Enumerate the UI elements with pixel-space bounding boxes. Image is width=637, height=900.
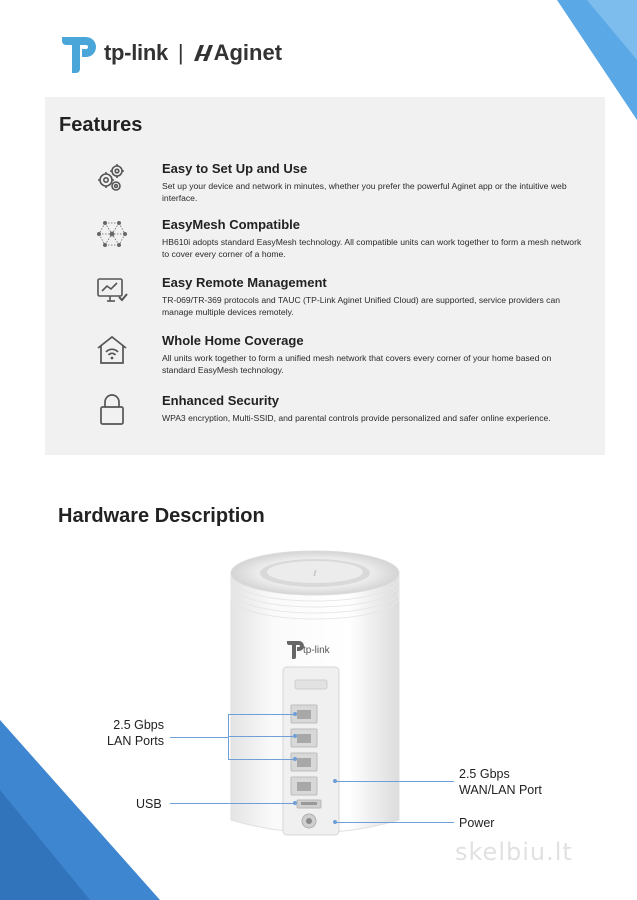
- callout-dot: [293, 734, 297, 738]
- lan-port1-line: [228, 714, 294, 715]
- lock-icon: [95, 393, 129, 427]
- feature-title: Easy to Set Up and Use: [162, 161, 308, 176]
- device-logo-text: tp-link: [303, 645, 330, 656]
- feature-description: Set up your device and network in minutes, whether you prefer the powerful Aginet app or the intuitive web interface.: [162, 181, 567, 203]
- callout-dot: [333, 779, 337, 783]
- tp-link-logo-text: tp-link: [104, 40, 168, 65]
- lan-ports-label: LAN Ports: [107, 734, 164, 748]
- features-panel: [45, 97, 605, 455]
- lan-speed-label: 2.5 Gbps: [113, 718, 164, 732]
- feature-title: Enhanced Security: [162, 393, 280, 408]
- feature-description: All units work together to form a unified mesh network that covers every corner of your home based on standard EasyMesh technology.: [162, 353, 552, 375]
- remote-management-icon: [95, 275, 129, 309]
- feature-title: Easy Remote Management: [162, 275, 327, 290]
- power-callout-line: [336, 822, 454, 823]
- tp-link-logo-icon: [58, 33, 98, 73]
- lan-port2-line: [228, 736, 294, 737]
- brand-logo: [58, 32, 282, 74]
- gears-icon: [95, 161, 129, 195]
- feature-title: EasyMesh Compatible: [162, 217, 300, 232]
- aginet-mark-icon: [194, 45, 214, 61]
- usb-callout-line: [170, 803, 294, 804]
- hardware-description-title: Hardware Description: [58, 505, 265, 527]
- lan-bracket-line: [228, 714, 229, 760]
- callout-dot: [293, 801, 297, 805]
- wan-callout-line: [336, 781, 454, 782]
- logo-separator: |: [177, 40, 184, 65]
- feature-title: Whole Home Coverage: [162, 333, 304, 348]
- callout-dot: [293, 712, 297, 716]
- lan-ports-callout: [106, 717, 164, 749]
- feature-description: HB610i adopts standard EasyMesh technology. All compatible units can work together to form a mesh network to cover every corner of a home.: [162, 237, 582, 259]
- svg-text:ℓ: ℓ: [313, 569, 317, 578]
- wan-speed-label: 2.5 Gbps: [459, 767, 510, 781]
- router-device-image: [225, 545, 405, 845]
- feature-description: WPA3 encryption, Multi-SSID, and parental controls provide personalized and safer online experience.: [162, 413, 551, 423]
- aginet-logo: [194, 40, 282, 66]
- callout-dot: [333, 820, 337, 824]
- lan-port3-line: [228, 759, 294, 760]
- wan-port-callout: [459, 766, 542, 798]
- power-callout: Power: [459, 816, 495, 830]
- usb-callout: USB: [136, 797, 162, 811]
- watermark: skelbiu.lt: [455, 838, 573, 866]
- wan-port-label: WAN/LAN Port: [459, 783, 542, 797]
- callout-dot: [293, 757, 297, 761]
- aginet-logo-text: Aginet: [213, 40, 283, 65]
- feature-description: TR-069/TR-369 protocols and TAUC (TP-Link Aginet Unified Cloud) are supported, service providers can manage multiple devices remotely.: [162, 295, 561, 317]
- home-wifi-icon: [95, 333, 129, 367]
- lan-callout-line: [170, 737, 228, 738]
- mesh-network-icon: [95, 217, 129, 251]
- features-title: Features: [59, 114, 143, 136]
